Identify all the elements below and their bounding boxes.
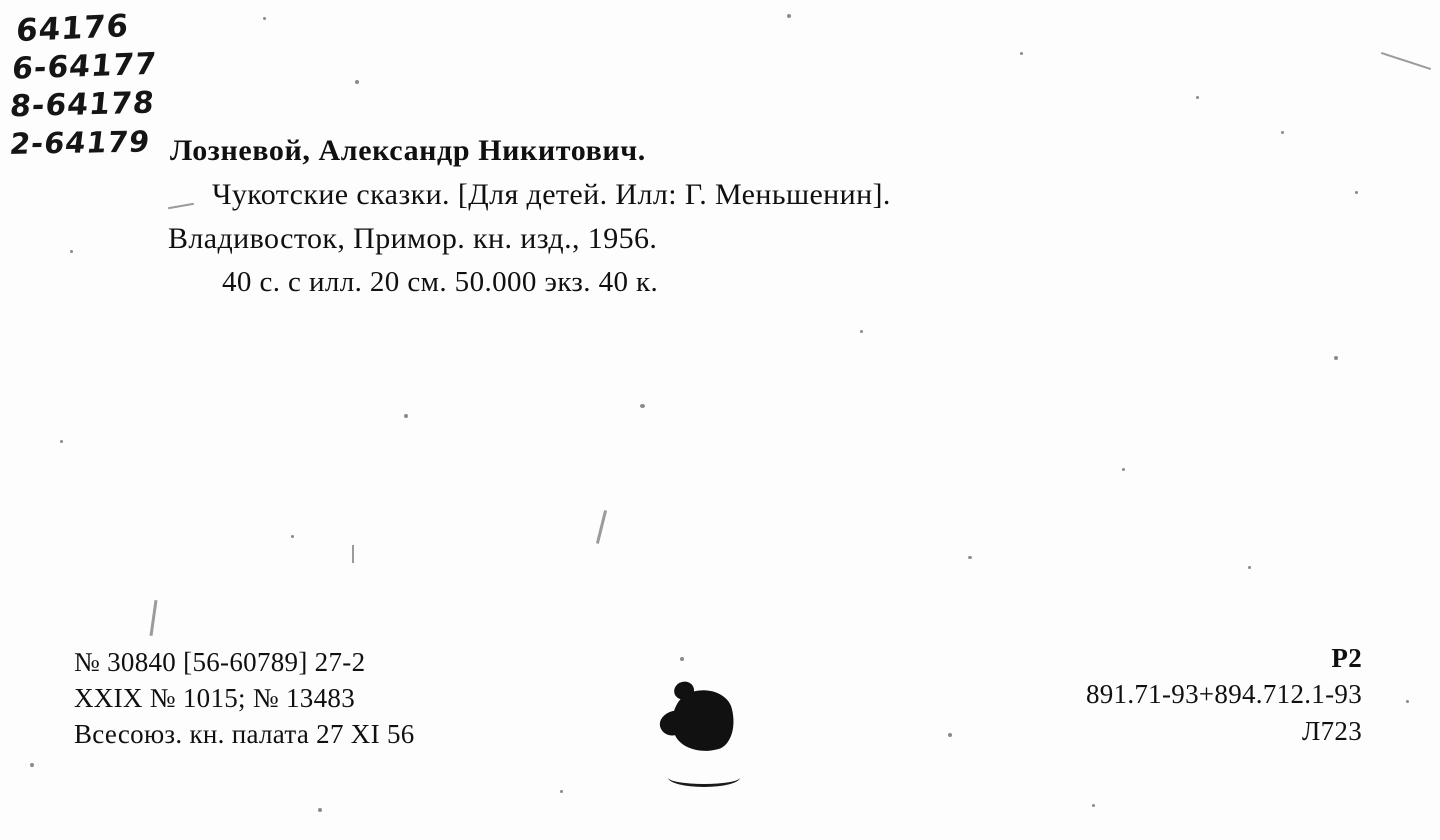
scan-speckle <box>1248 566 1251 569</box>
record-author: Лозневой, Александр Никитович. <box>170 134 646 167</box>
registration-number: № 30840 [56-60789] 27-2 <box>74 647 366 677</box>
record-title-statement: Чукотские сказки. [Для детей. Илл: Г. Меньшенин]. <box>212 178 891 211</box>
scan-speckle <box>318 808 322 812</box>
record-collation: 40 с. с илл. 20 см. 50.000 экз. 40 к. <box>222 266 659 298</box>
scan-speckle <box>1406 700 1409 703</box>
scan-speckle <box>1122 468 1125 471</box>
handwritten-call-number: 8-64178 <box>8 85 157 125</box>
scan-speckle <box>1334 356 1338 360</box>
scan-speckle <box>1196 96 1199 99</box>
scan-speckle <box>680 657 684 661</box>
scan-speckle <box>60 440 63 443</box>
bibliographic-record <box>0 134 1440 299</box>
record-imprint: Владивосток, Примор. кн. изд., 1956. <box>168 222 658 255</box>
class-mark: Р2 <box>1331 643 1362 673</box>
ink-blot <box>665 683 740 758</box>
ink-smear <box>668 768 740 787</box>
scan-speckle <box>640 404 645 408</box>
scan-speckle <box>560 790 563 793</box>
scan-speckle <box>263 17 266 20</box>
scan-speckle <box>1020 52 1023 55</box>
book-chamber-stamp: Всесоюз. кн. палата 27 XI 56 <box>74 718 415 749</box>
handwritten-call-number: 64176 <box>15 8 131 50</box>
scan-speckle <box>860 330 863 333</box>
scan-speckle <box>948 733 952 737</box>
scan-speckle <box>1355 191 1358 194</box>
scan-scratch <box>1381 52 1431 70</box>
scan-speckle <box>1281 131 1284 134</box>
classification-block <box>1086 640 1362 749</box>
series-number: XXIX № 1015; № 13483 <box>74 682 356 713</box>
udc-number: 891.71-93+894.712.1-93 <box>1085 679 1362 710</box>
scan-speckle <box>291 535 294 538</box>
handwritten-call-number: 6-64177 <box>10 46 159 87</box>
scan-scratch <box>352 545 354 563</box>
scan-scratch <box>150 600 158 636</box>
scan-speckle <box>968 556 972 559</box>
scan-speckle <box>1092 804 1095 807</box>
scan-speckle <box>404 414 408 418</box>
scan-speckle <box>70 250 73 253</box>
scan-speckle <box>787 14 791 18</box>
scan-speckle <box>30 763 34 767</box>
scan-speckle <box>355 80 359 84</box>
scan-scratch <box>596 510 607 544</box>
author-mark: Л723 <box>1301 715 1362 746</box>
registration-block <box>74 645 415 753</box>
handwritten-call-number: 2-64179 <box>7 124 153 161</box>
